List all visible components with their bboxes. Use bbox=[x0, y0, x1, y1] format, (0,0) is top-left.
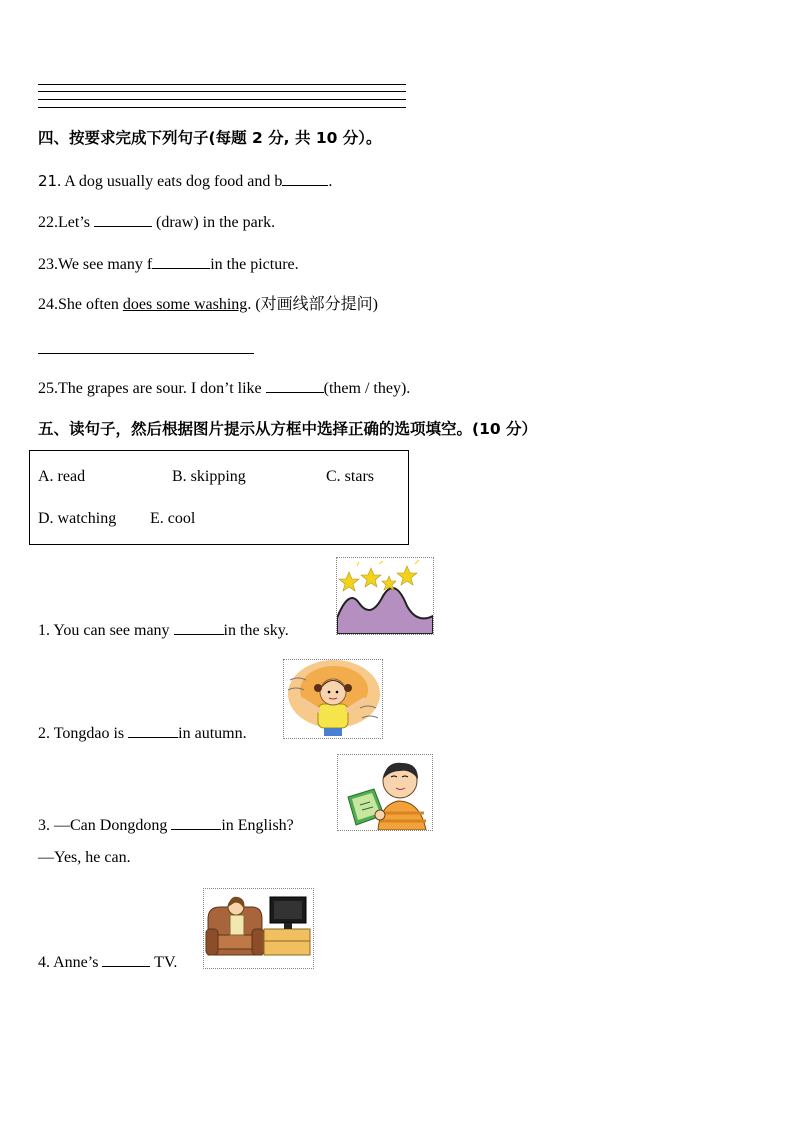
q5-3-end: in English? bbox=[221, 817, 294, 834]
option-d: D. watching bbox=[38, 510, 117, 527]
question-5-4 bbox=[38, 952, 177, 973]
q21-blank[interactable] bbox=[282, 171, 328, 186]
q5-1-end: in the sky. bbox=[223, 622, 289, 639]
q21-end: . bbox=[328, 173, 333, 190]
question-5-1 bbox=[38, 620, 289, 641]
cool-girl-picture bbox=[283, 659, 383, 739]
stars-picture bbox=[336, 557, 434, 635]
question-23 bbox=[38, 254, 299, 275]
option-c: C. stars bbox=[326, 468, 374, 485]
q24-answer-line[interactable] bbox=[38, 353, 254, 354]
q5-1-text: 1. You can see many bbox=[38, 622, 174, 639]
q22-blank[interactable] bbox=[94, 212, 152, 227]
q24-end: . (对画线部分提问) bbox=[247, 296, 378, 313]
option-b: B. skipping bbox=[172, 468, 246, 485]
question-24 bbox=[38, 295, 378, 315]
q5-2-blank[interactable] bbox=[128, 723, 178, 738]
q5-2-text: 2. Tongdao is bbox=[38, 725, 129, 742]
q5-2-end: in autumn. bbox=[178, 725, 247, 742]
q21-text: . A dog usually eats dog food and b bbox=[57, 173, 283, 190]
answer-rule-4 bbox=[38, 107, 406, 108]
q5-4-blank[interactable] bbox=[102, 952, 150, 967]
question-5-3 bbox=[38, 815, 294, 836]
section5-heading: 五、读句子，然后根据图片提示从方框中选择正确的选项填空。(10 分） bbox=[38, 420, 538, 438]
option-a: A. read bbox=[38, 468, 86, 485]
options-box bbox=[29, 450, 409, 545]
q23-text: 23.We see many f bbox=[38, 256, 153, 273]
option-e: E. cool bbox=[150, 510, 196, 527]
q25-text: 25.The grapes are sour. I don’t like bbox=[38, 380, 266, 397]
question-21 bbox=[38, 171, 332, 192]
q24-underlined: does some washing bbox=[122, 296, 248, 313]
q5-4-text: 4. Anne’s bbox=[38, 954, 103, 971]
answer-rule-1 bbox=[38, 84, 406, 85]
q24-text: 24.She often bbox=[38, 296, 123, 313]
watching-tv-picture bbox=[203, 888, 314, 969]
q25-blank[interactable] bbox=[266, 378, 324, 393]
q5-3-text: 3. —Can Dongdong bbox=[38, 817, 172, 834]
q22-end: (draw) in the park. bbox=[152, 214, 276, 231]
q21-number: 21 bbox=[38, 172, 58, 190]
q22-text: 22.Let’s bbox=[38, 214, 94, 231]
question-5-3-answer: —Yes, he can. bbox=[38, 849, 131, 866]
q5-1-blank[interactable] bbox=[174, 620, 224, 635]
reading-boy-picture bbox=[337, 754, 433, 831]
q5-4-end: TV. bbox=[150, 954, 178, 971]
answer-rule-3 bbox=[38, 99, 406, 100]
q23-end: in the picture. bbox=[210, 256, 299, 273]
section4-heading: 四、按要求完成下列句子(每题 2 分, 共 10 分）。 bbox=[38, 129, 382, 147]
question-5-2 bbox=[38, 723, 247, 744]
answer-rule-2 bbox=[38, 91, 406, 92]
q25-end: (them / they). bbox=[323, 380, 411, 397]
q23-blank[interactable] bbox=[152, 254, 210, 269]
question-25 bbox=[38, 378, 410, 399]
question-22 bbox=[38, 212, 275, 233]
q5-3-blank[interactable] bbox=[171, 815, 221, 830]
